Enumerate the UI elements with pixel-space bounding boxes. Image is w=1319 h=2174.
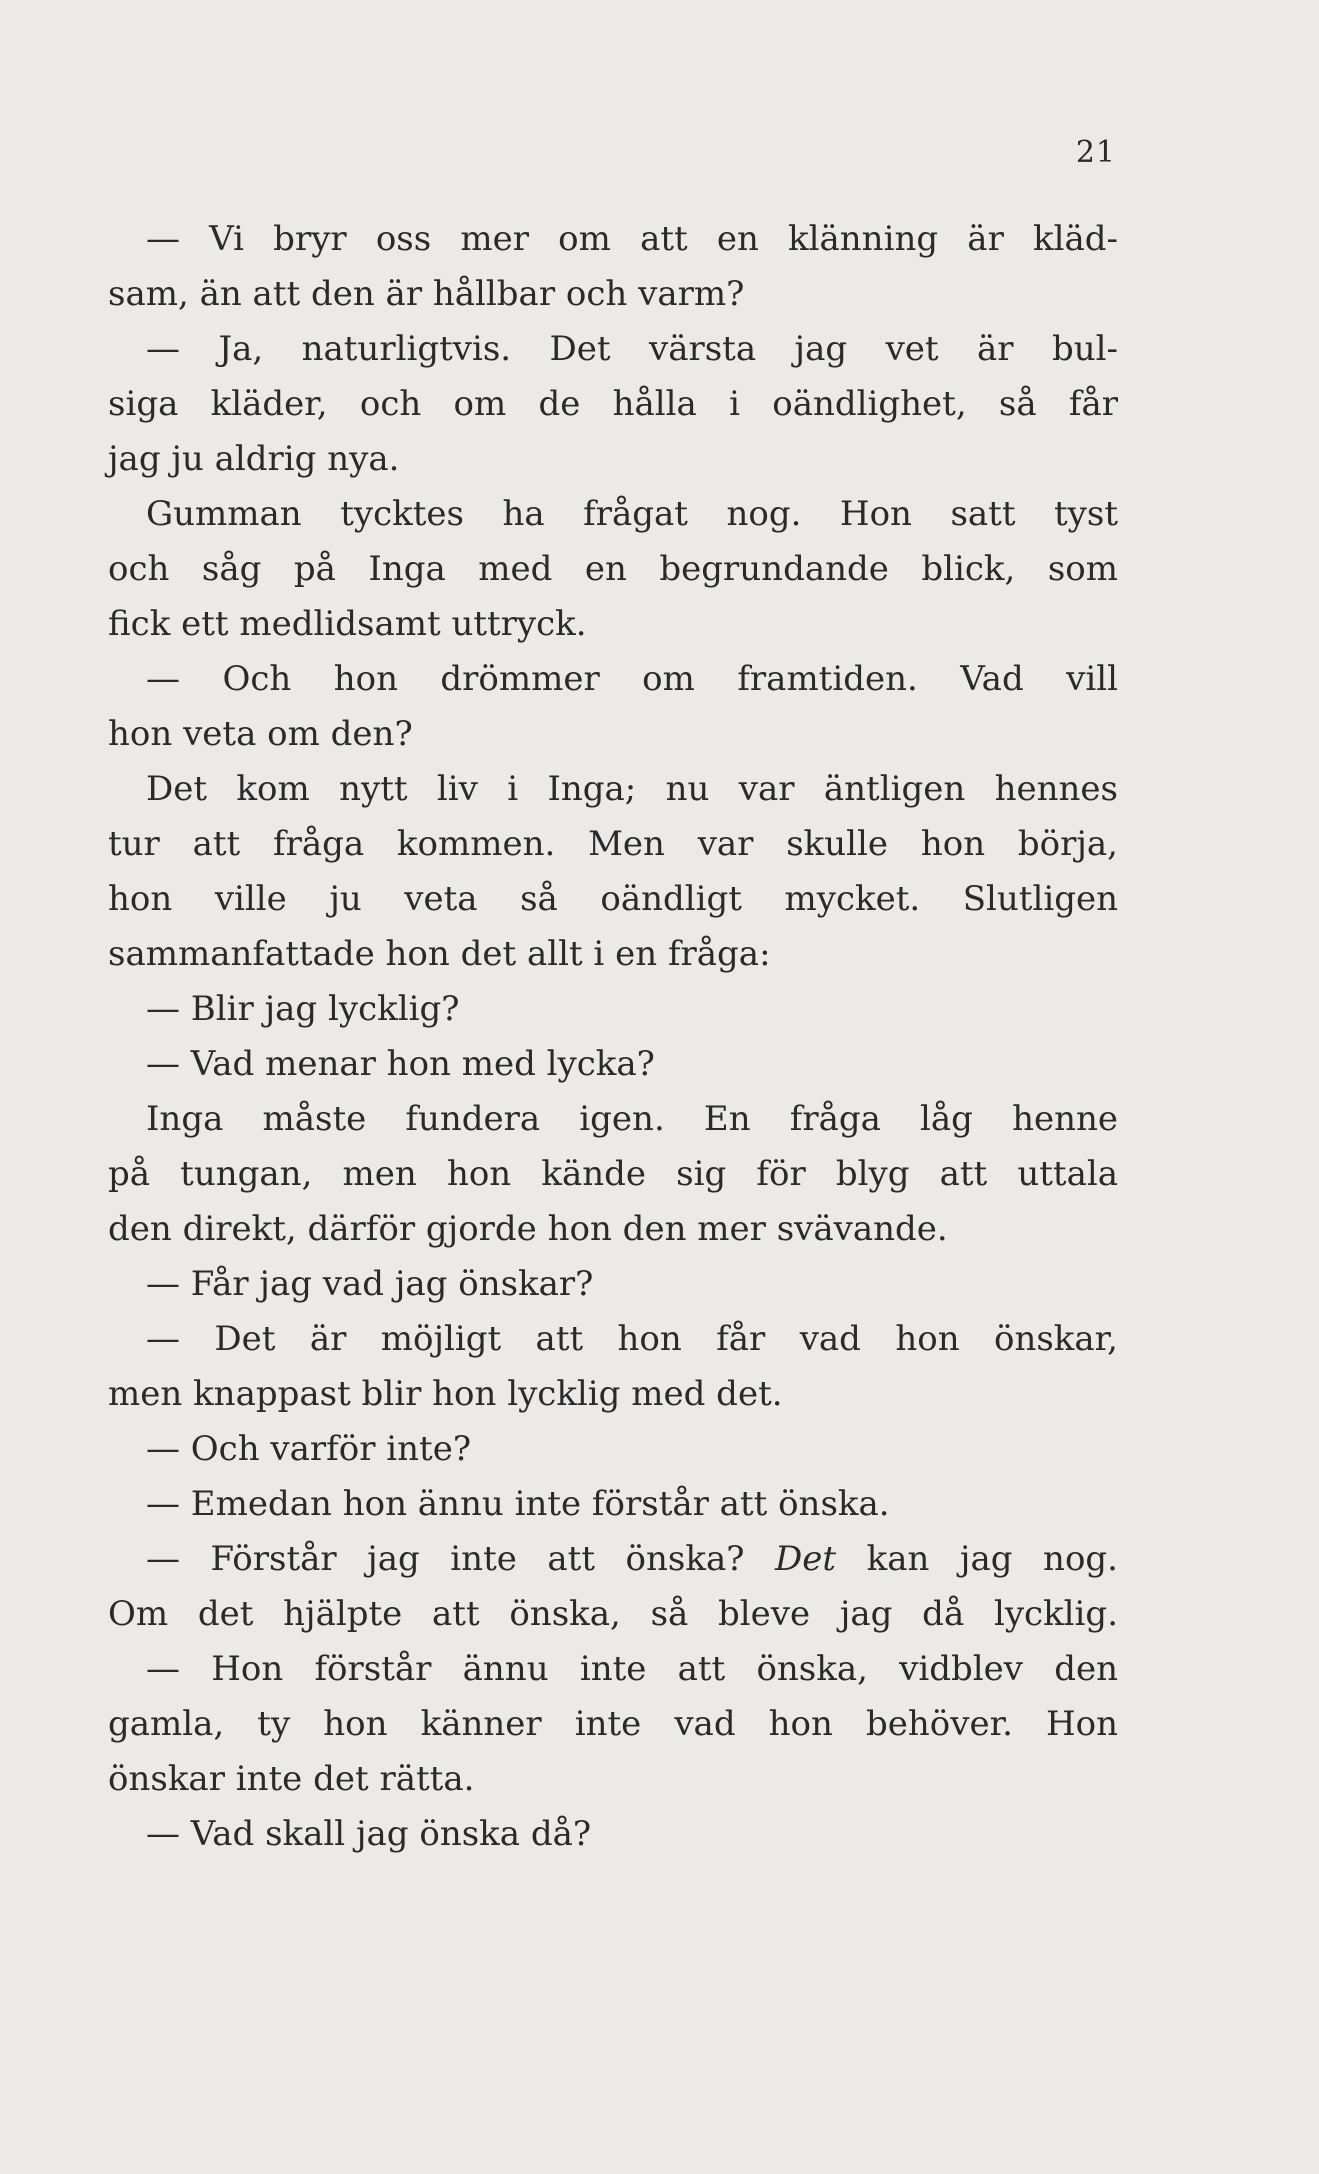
text-line — [108, 707, 1118, 762]
text-line — [108, 487, 1118, 542]
page-number: 21 — [1075, 135, 1116, 170]
text-line-content: — Det är möjligt att hon får vad hon önskar, — [146, 1319, 1118, 1359]
text-line-content: — Blir jag lycklig? — [146, 989, 460, 1029]
text-line — [108, 377, 1118, 432]
text-line — [108, 1422, 1118, 1477]
text-line — [108, 872, 1118, 927]
text-line-content: tur att fråga kommen. Men var skulle hon börja, — [108, 824, 1118, 864]
text-line — [108, 1367, 1118, 1422]
text-line — [108, 1312, 1118, 1367]
text-line — [108, 1532, 1118, 1587]
text-line — [108, 1092, 1118, 1147]
text-line — [108, 597, 1118, 652]
text-line-content: — Vad skall jag önska då? — [146, 1814, 592, 1854]
text-line-tail: kan jag nog. — [836, 1539, 1118, 1579]
text-line — [108, 1037, 1118, 1092]
text-line-content: — Ja, naturligtvis. Det värsta jag vet är bul- — [146, 329, 1118, 369]
text-line — [108, 432, 1118, 487]
text-line-content: — Hon förstår ännu inte att önska, vidblev den — [146, 1649, 1118, 1689]
text-line-content: — Och varför inte? — [146, 1429, 472, 1469]
text-line-content: och såg på Inga med en begrundande blick, som — [108, 549, 1118, 589]
text-line — [108, 1587, 1118, 1642]
text-line-content: — Emedan hon ännu inte förstår att önska. — [146, 1484, 890, 1524]
text-line-content: gamla, ty hon känner inte vad hon behöver. Hon — [108, 1704, 1118, 1744]
italic-word: Det — [775, 1539, 837, 1579]
text-line-content: sam, än att den är hållbar och varm? — [108, 274, 745, 314]
text-line — [108, 1807, 1118, 1862]
text-line — [108, 542, 1118, 597]
text-line-content: — Och hon drömmer om framtiden. Vad vill — [146, 659, 1118, 699]
text-line — [108, 212, 1118, 267]
text-line — [108, 1477, 1118, 1532]
text-line-content: på tungan, men hon kände sig för blyg att uttala — [108, 1154, 1118, 1194]
text-line-content: den direkt, därför gjorde hon den mer svävande. — [108, 1209, 948, 1249]
text-line — [108, 1202, 1118, 1257]
text-line — [108, 927, 1118, 982]
text-line-content: jag ju aldrig nya. — [108, 439, 400, 479]
text-line-content: Det kom nytt liv i Inga; nu var äntligen hennes — [146, 769, 1118, 809]
text-line — [108, 322, 1118, 377]
text-line — [108, 1147, 1118, 1202]
text-line-content: fick ett medlidsamt uttryck. — [108, 604, 587, 644]
text-line-content: — Förstår jag inte att önska? — [146, 1539, 776, 1579]
text-line-content: Gumman tycktes ha frågat nog. Hon satt tyst — [146, 494, 1118, 534]
text-line — [108, 1752, 1118, 1807]
text-line-content: Om det hjälpte att önska, så bleve jag då lycklig. — [108, 1594, 1118, 1634]
text-line-content: — Vad menar hon med lycka? — [146, 1044, 655, 1084]
text-line-content: — Får jag vad jag önskar? — [146, 1264, 594, 1304]
text-line — [108, 1697, 1118, 1752]
text-line — [108, 817, 1118, 872]
text-line — [108, 1257, 1118, 1312]
text-line-content: Inga måste fundera igen. En fråga låg henne — [146, 1099, 1118, 1139]
text-line-content: hon ville ju veta så oändligt mycket. Slutligen — [108, 879, 1118, 919]
text-line-content: siga kläder, och om de hålla i oändlighet, så får — [108, 384, 1118, 424]
text-line-content: men knappast blir hon lycklig med det. — [108, 1374, 783, 1414]
text-line — [108, 267, 1118, 322]
text-line — [108, 1642, 1118, 1697]
text-line — [108, 652, 1118, 707]
text-line-content: — Vi bryr oss mer om att en klänning är kläd- — [146, 219, 1118, 259]
text-line — [108, 982, 1118, 1037]
text-line-content: sammanfattade hon det allt i en fråga: — [108, 934, 771, 974]
text-line — [108, 762, 1118, 817]
body-text — [108, 212, 1118, 1862]
text-line-content: hon veta om den? — [108, 714, 413, 754]
text-line-content: önskar inte det rätta. — [108, 1759, 475, 1799]
